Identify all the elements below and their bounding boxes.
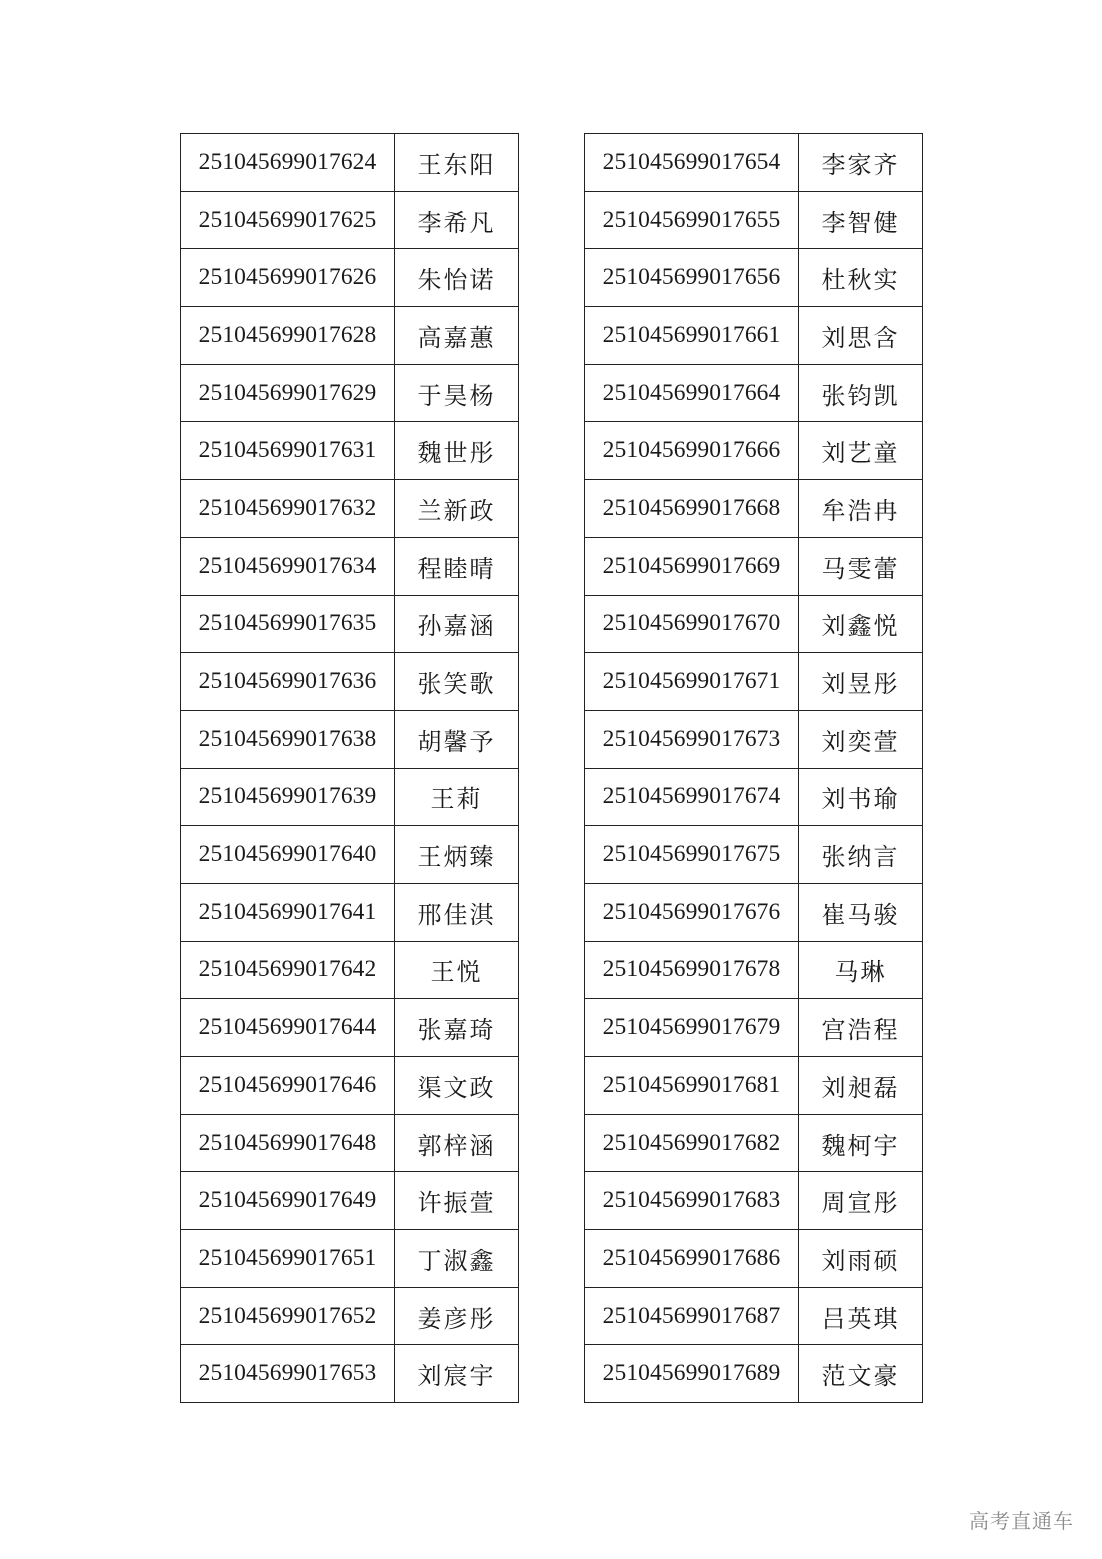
table-row — [181, 653, 519, 711]
candidate-id-cell: 251045699017629 — [181, 364, 395, 422]
candidate-name-cell: 兰新政 — [395, 480, 519, 538]
candidate-name-cell: 刘书瑜 — [799, 768, 923, 826]
candidate-name-cell: 王东阳 — [395, 134, 519, 192]
candidate-id-cell: 251045699017648 — [181, 1114, 395, 1172]
table-row — [585, 422, 923, 480]
table-row — [585, 1345, 923, 1403]
candidate-id-cell: 251045699017676 — [585, 883, 799, 941]
candidate-name-cell: 刘思含 — [799, 307, 923, 365]
table-row — [585, 537, 923, 595]
candidate-name-cell: 刘雨硕 — [799, 1230, 923, 1288]
candidate-id-cell: 251045699017624 — [181, 134, 395, 192]
table-row — [585, 1287, 923, 1345]
candidate-id-cell: 251045699017679 — [585, 999, 799, 1057]
roster-table-left — [180, 133, 519, 1403]
candidate-name-cell: 刘奕萱 — [799, 710, 923, 768]
candidate-id-cell: 251045699017634 — [181, 537, 395, 595]
candidate-id-cell: 251045699017673 — [585, 710, 799, 768]
candidate-name-cell: 魏世彤 — [395, 422, 519, 480]
candidate-id-cell: 251045699017625 — [181, 191, 395, 249]
candidate-id-cell: 251045699017631 — [181, 422, 395, 480]
table-row — [181, 1230, 519, 1288]
candidate-id-cell: 251045699017666 — [585, 422, 799, 480]
candidate-name-cell: 马琳 — [799, 941, 923, 999]
candidate-id-cell: 251045699017639 — [181, 768, 395, 826]
candidate-name-cell: 刘宸宇 — [395, 1345, 519, 1403]
candidate-name-cell: 吕英琪 — [799, 1287, 923, 1345]
candidate-id-cell: 251045699017681 — [585, 1057, 799, 1115]
candidate-id-cell: 251045699017632 — [181, 480, 395, 538]
candidate-id-cell: 251045699017686 — [585, 1230, 799, 1288]
candidate-name-cell: 张嘉琦 — [395, 999, 519, 1057]
candidate-id-cell: 251045699017641 — [181, 883, 395, 941]
candidate-id-cell: 251045699017674 — [585, 768, 799, 826]
table-row — [585, 883, 923, 941]
roster-table-left-body — [181, 134, 519, 1403]
table-row — [585, 364, 923, 422]
table-row — [181, 710, 519, 768]
candidate-name-cell: 李智健 — [799, 191, 923, 249]
candidate-name-cell: 王悦 — [395, 941, 519, 999]
table-row — [585, 1057, 923, 1115]
candidate-name-cell: 崔马骏 — [799, 883, 923, 941]
candidate-id-cell: 251045699017670 — [585, 595, 799, 653]
candidate-id-cell: 251045699017646 — [181, 1057, 395, 1115]
table-row — [585, 1230, 923, 1288]
table-row — [181, 1114, 519, 1172]
candidate-id-cell: 251045699017656 — [585, 249, 799, 307]
table-row — [181, 191, 519, 249]
table-row — [181, 249, 519, 307]
candidate-id-cell: 251045699017635 — [181, 595, 395, 653]
candidate-id-cell: 251045699017652 — [181, 1287, 395, 1345]
candidate-id-cell: 251045699017638 — [181, 710, 395, 768]
table-row — [181, 1345, 519, 1403]
candidate-id-cell: 251045699017669 — [585, 537, 799, 595]
candidate-name-cell: 王炳臻 — [395, 826, 519, 884]
candidate-id-cell: 251045699017628 — [181, 307, 395, 365]
candidate-name-cell: 张钧凯 — [799, 364, 923, 422]
candidate-name-cell: 范文豪 — [799, 1345, 923, 1403]
table-row — [585, 134, 923, 192]
candidate-id-cell: 251045699017687 — [585, 1287, 799, 1345]
table-row — [181, 480, 519, 538]
table-row — [585, 191, 923, 249]
candidate-id-cell: 251045699017651 — [181, 1230, 395, 1288]
candidate-name-cell: 程睦晴 — [395, 537, 519, 595]
candidate-id-cell: 251045699017654 — [585, 134, 799, 192]
candidate-name-cell: 郭梓涵 — [395, 1114, 519, 1172]
candidate-id-cell: 251045699017642 — [181, 941, 395, 999]
candidate-name-cell: 刘艺童 — [799, 422, 923, 480]
table-row — [585, 826, 923, 884]
table-row — [181, 537, 519, 595]
candidate-name-cell: 胡馨予 — [395, 710, 519, 768]
table-row — [181, 364, 519, 422]
candidate-name-cell: 马雯蕾 — [799, 537, 923, 595]
table-row — [585, 999, 923, 1057]
table-row — [585, 768, 923, 826]
candidate-name-cell: 张笑歌 — [395, 653, 519, 711]
candidate-name-cell: 杜秋实 — [799, 249, 923, 307]
candidate-id-cell: 251045699017675 — [585, 826, 799, 884]
candidate-name-cell: 邢佳淇 — [395, 883, 519, 941]
table-row — [181, 768, 519, 826]
candidate-id-cell: 251045699017636 — [181, 653, 395, 711]
candidate-name-cell: 张纳言 — [799, 826, 923, 884]
candidate-id-cell: 251045699017653 — [181, 1345, 395, 1403]
candidate-name-cell: 于昊杨 — [395, 364, 519, 422]
table-row — [181, 826, 519, 884]
candidate-name-cell: 孙嘉涵 — [395, 595, 519, 653]
candidate-name-cell: 魏柯宇 — [799, 1114, 923, 1172]
table-row — [181, 883, 519, 941]
candidate-name-cell: 高嘉蕙 — [395, 307, 519, 365]
table-row — [585, 249, 923, 307]
table-row — [181, 1172, 519, 1230]
candidate-name-cell: 周宣彤 — [799, 1172, 923, 1230]
candidate-id-cell: 251045699017668 — [585, 480, 799, 538]
table-row — [181, 134, 519, 192]
candidate-name-cell: 宫浩程 — [799, 999, 923, 1057]
watermark-text: 高考直通车 — [969, 1509, 1074, 1533]
candidate-name-cell: 李家齐 — [799, 134, 923, 192]
candidate-name-cell: 渠文政 — [395, 1057, 519, 1115]
candidate-name-cell: 丁淑鑫 — [395, 1230, 519, 1288]
candidate-name-cell: 李希凡 — [395, 191, 519, 249]
table-row — [585, 480, 923, 538]
table-row — [585, 1114, 923, 1172]
candidate-name-cell: 牟浩冉 — [799, 480, 923, 538]
candidate-id-cell: 251045699017649 — [181, 1172, 395, 1230]
table-row — [585, 595, 923, 653]
table-row — [181, 1057, 519, 1115]
roster-table-right-body — [585, 134, 923, 1403]
table-row — [181, 595, 519, 653]
candidate-id-cell: 251045699017655 — [585, 191, 799, 249]
candidate-id-cell: 251045699017640 — [181, 826, 395, 884]
candidate-id-cell: 251045699017683 — [585, 1172, 799, 1230]
table-row — [585, 941, 923, 999]
candidate-id-cell: 251045699017661 — [585, 307, 799, 365]
candidate-id-cell: 251045699017671 — [585, 653, 799, 711]
table-row — [181, 999, 519, 1057]
candidate-id-cell: 251045699017682 — [585, 1114, 799, 1172]
candidate-id-cell: 251045699017689 — [585, 1345, 799, 1403]
candidate-name-cell: 刘昱彤 — [799, 653, 923, 711]
candidate-id-cell: 251045699017678 — [585, 941, 799, 999]
table-row — [181, 1287, 519, 1345]
candidate-id-cell: 251045699017626 — [181, 249, 395, 307]
candidate-name-cell: 许振萱 — [395, 1172, 519, 1230]
table-row — [585, 710, 923, 768]
candidate-id-cell: 251045699017644 — [181, 999, 395, 1057]
table-row — [181, 941, 519, 999]
table-row — [585, 307, 923, 365]
candidate-id-cell: 251045699017664 — [585, 364, 799, 422]
roster-table-right — [584, 133, 923, 1403]
candidate-name-cell: 朱怡诺 — [395, 249, 519, 307]
candidate-name-cell: 刘鑫悦 — [799, 595, 923, 653]
candidate-name-cell: 王莉 — [395, 768, 519, 826]
table-row — [181, 307, 519, 365]
table-row — [181, 422, 519, 480]
candidate-name-cell: 刘昶磊 — [799, 1057, 923, 1115]
table-row — [585, 1172, 923, 1230]
candidate-name-cell: 姜彦彤 — [395, 1287, 519, 1345]
table-row — [585, 653, 923, 711]
